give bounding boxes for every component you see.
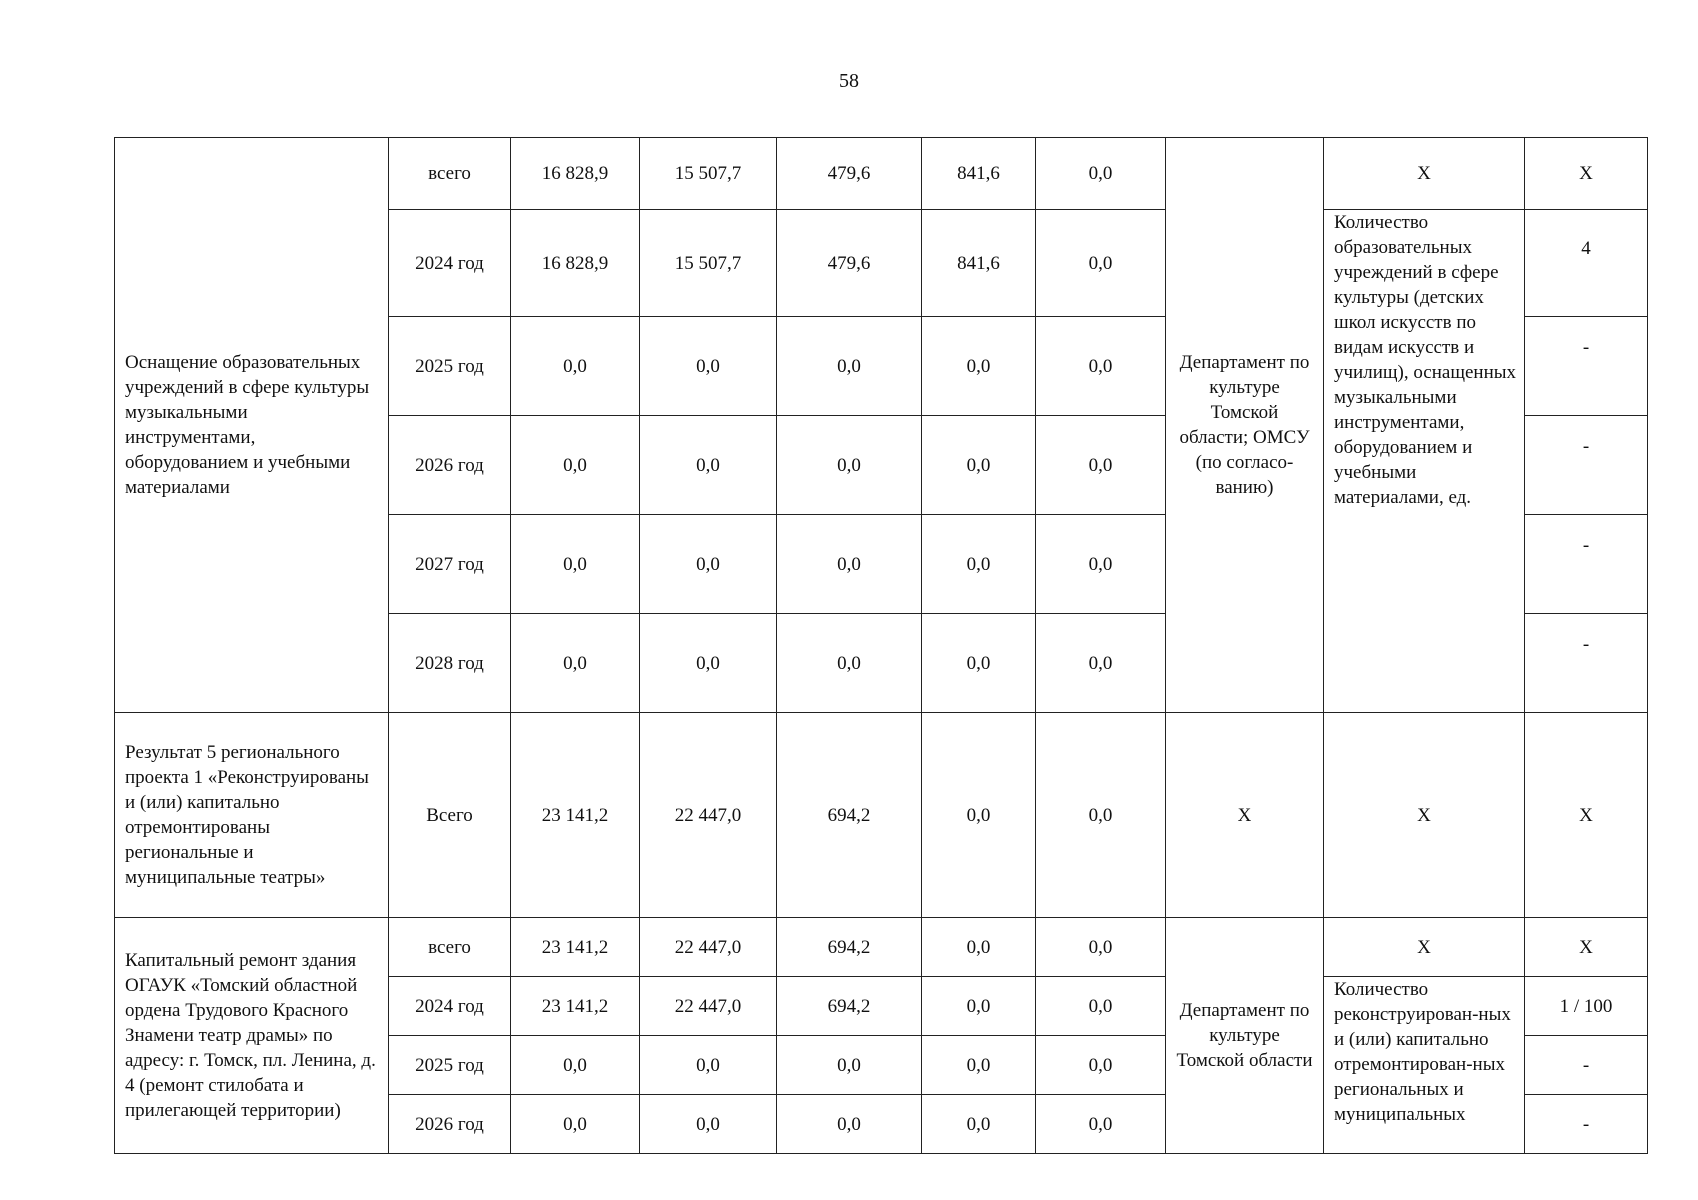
period-cell: 2025 год [389, 1036, 511, 1095]
municipal-budget-cell: 0,0 [922, 317, 1036, 416]
municipal-budget-cell: 0,0 [922, 416, 1036, 515]
indicator-value-cell: - [1525, 416, 1648, 515]
total-cell: 23 141,2 [511, 918, 640, 977]
municipal-budget-cell: 0,0 [922, 918, 1036, 977]
total-cell: 0,0 [511, 515, 640, 614]
other-sources-cell: 0,0 [1036, 977, 1166, 1036]
federal-budget-cell: 0,0 [640, 317, 777, 416]
total-cell: 23 141,2 [511, 713, 640, 918]
other-sources-cell: 0,0 [1036, 210, 1166, 317]
regional-budget-cell: 0,0 [777, 614, 922, 713]
budget-table [114, 137, 1648, 1154]
indicator-value-cell: - [1525, 1095, 1648, 1154]
federal-budget-cell: 0,0 [640, 515, 777, 614]
total-cell: 0,0 [511, 614, 640, 713]
other-sources-cell: 0,0 [1036, 1095, 1166, 1154]
federal-budget-cell: 0,0 [640, 416, 777, 515]
total-cell: 0,0 [511, 416, 640, 515]
other-sources-cell: 0,0 [1036, 317, 1166, 416]
municipal-budget-cell: 0,0 [922, 1095, 1036, 1154]
federal-budget-cell: 0,0 [640, 1095, 777, 1154]
responsible-executor-cell: Департамент по культуре Томской области; ОМСУ (по согласо-ванию) [1166, 138, 1324, 713]
indicator-cell: X [1324, 713, 1525, 918]
regional-budget-cell: 694,2 [777, 918, 922, 977]
indicator-name-text: Количество реконструирован-ных и (или) капитально отремонтирован-ных региональных и муниципальных [1334, 979, 1511, 1125]
total-cell: 0,0 [511, 1095, 640, 1154]
regional-budget-cell: 0,0 [777, 1095, 922, 1154]
indicator-value-cell: X [1525, 918, 1648, 977]
period-cell: 2026 год [389, 1095, 511, 1154]
other-sources-cell: 0,0 [1036, 614, 1166, 713]
result-description-cell: Результат 5 регионального проекта 1 «Реконструированы и (или) капитально отремонтированы региональные и муниципальные театры» [115, 713, 389, 918]
activity-description-cell: Капитальный ремонт здания ОГАУК «Томский областной ордена Трудового Красного Знамени театр драмы» по адресу: г. Томск, пл. Ленина, д. 4 (ремонт стилобата и прилегающей территории) [115, 918, 389, 1154]
other-sources-cell: 0,0 [1036, 138, 1166, 210]
period-cell: 2026 год [389, 416, 511, 515]
period-cell: 2024 год [389, 210, 511, 317]
municipal-budget-cell: 0,0 [922, 977, 1036, 1036]
regional-budget-cell: 0,0 [777, 416, 922, 515]
municipal-budget-cell: 0,0 [922, 515, 1036, 614]
indicator-name-cell: Количество образовательных учреждений в сфере культуры (детских школ искусств по видам искусств и училищ), оснащенных музыкальными инструментами, оборудованием и учебными материалами, ед. [1324, 210, 1525, 713]
indicator-cell: X [1324, 138, 1525, 210]
period-cell: 2025 год [389, 317, 511, 416]
municipal-budget-cell: 0,0 [922, 1036, 1036, 1095]
federal-budget-cell: 0,0 [640, 1036, 777, 1095]
regional-budget-cell: 0,0 [777, 515, 922, 614]
period-cell: Всего [389, 713, 511, 918]
indicator-value-cell: - [1525, 1036, 1648, 1095]
indicator-value-cell: 4 [1525, 210, 1648, 317]
federal-budget-cell: 22 447,0 [640, 918, 777, 977]
other-sources-cell: 0,0 [1036, 1036, 1166, 1095]
responsible-executor-cell: Департамент по культуре Томской области [1166, 918, 1324, 1154]
page-number: 58 [839, 70, 859, 92]
municipal-budget-cell: 0,0 [922, 713, 1036, 918]
period-cell: всего [389, 138, 511, 210]
regional-budget-cell: 0,0 [777, 1036, 922, 1095]
regional-budget-cell: 479,6 [777, 210, 922, 317]
total-cell: 0,0 [511, 317, 640, 416]
indicator-value-cell: X [1525, 138, 1648, 210]
regional-budget-cell: 479,6 [777, 138, 922, 210]
indicator-name-cell [1324, 977, 1525, 1154]
total-cell: 23 141,2 [511, 977, 640, 1036]
regional-budget-cell: 694,2 [777, 977, 922, 1036]
total-cell: 0,0 [511, 1036, 640, 1095]
period-cell: 2028 год [389, 614, 511, 713]
federal-budget-cell: 15 507,7 [640, 210, 777, 317]
period-cell: 2027 год [389, 515, 511, 614]
total-cell: 16 828,9 [511, 138, 640, 210]
regional-budget-cell: 0,0 [777, 317, 922, 416]
responsible-executor-cell: X [1166, 713, 1324, 918]
table-row [115, 918, 1648, 977]
other-sources-cell: 0,0 [1036, 515, 1166, 614]
federal-budget-cell: 22 447,0 [640, 977, 777, 1036]
other-sources-cell: 0,0 [1036, 918, 1166, 977]
municipal-budget-cell: 841,6 [922, 138, 1036, 210]
indicator-value-cell: X [1525, 713, 1648, 918]
table-row [115, 713, 1648, 918]
regional-budget-cell: 694,2 [777, 713, 922, 918]
period-cell: 2024 год [389, 977, 511, 1036]
table-row [115, 138, 1648, 210]
federal-budget-cell: 22 447,0 [640, 713, 777, 918]
period-cell: всего [389, 918, 511, 977]
indicator-value-cell: - [1525, 614, 1648, 713]
federal-budget-cell: 0,0 [640, 614, 777, 713]
federal-budget-cell: 15 507,7 [640, 138, 777, 210]
indicator-value-cell: - [1525, 317, 1648, 416]
indicator-cell: X [1324, 918, 1525, 977]
other-sources-cell: 0,0 [1036, 416, 1166, 515]
indicator-value-cell: - [1525, 515, 1648, 614]
municipal-budget-cell: 841,6 [922, 210, 1036, 317]
other-sources-cell: 0,0 [1036, 713, 1166, 918]
municipal-budget-cell: 0,0 [922, 614, 1036, 713]
indicator-value-cell: 1 / 100 [1525, 977, 1648, 1036]
total-cell: 16 828,9 [511, 210, 640, 317]
activity-description-cell: Оснащение образовательных учреждений в сфере культуры музыкальными инструментами, оборудованием и учебными материалами [115, 138, 389, 713]
